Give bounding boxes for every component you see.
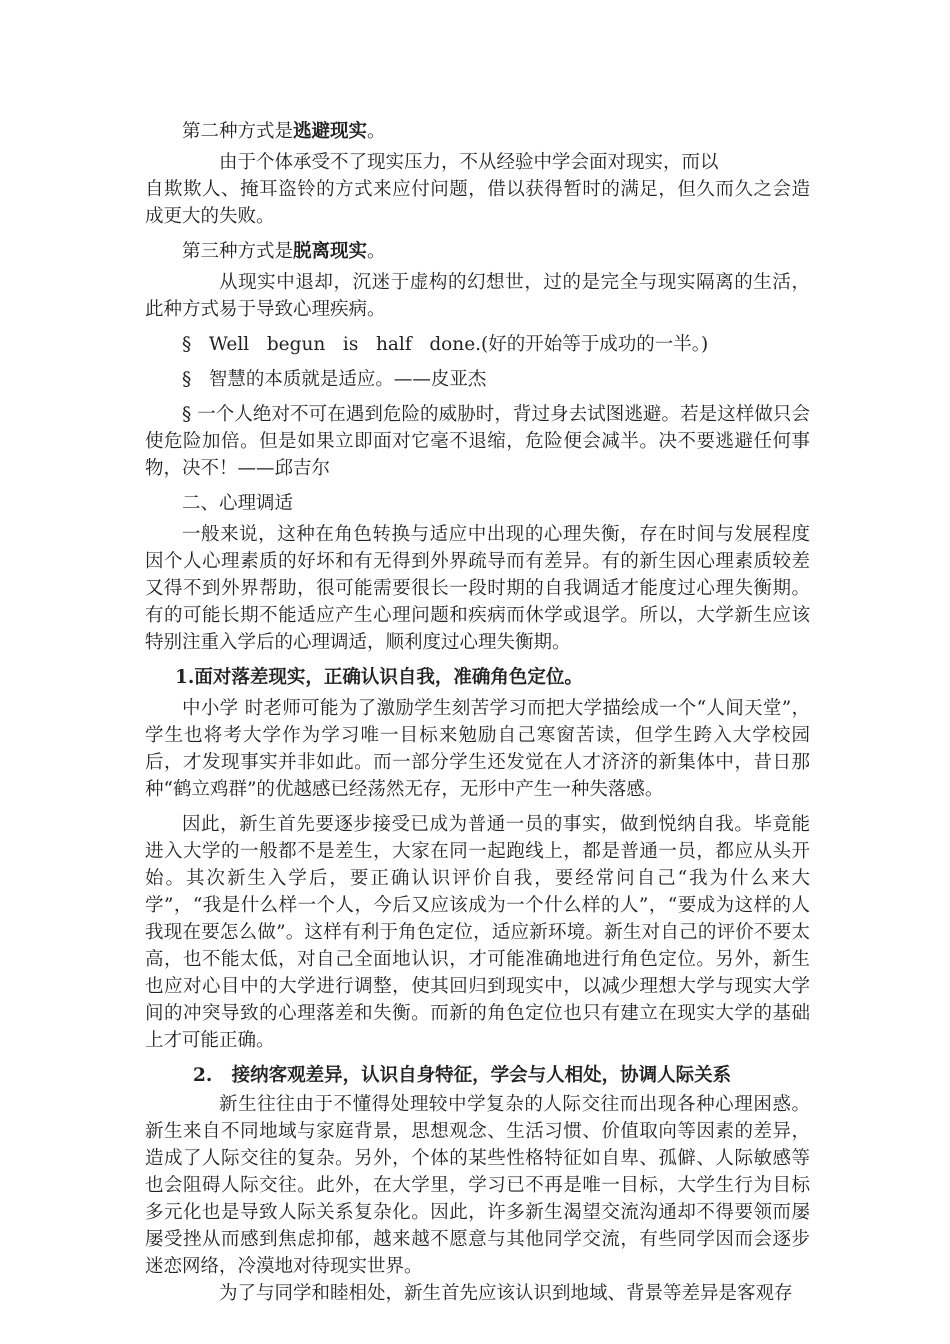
quote-well-begun: § Well begun is half done.(好的开始等于成功的一半。) [182, 334, 709, 355]
paragraph-interpersonal: 新生往往由于不懂得处理较中学复杂的人际交往而出现各种心理困惑。新生来自不同地域与家庭背景，思想观念、生活习惯、价值取向等因素的差异，造成了人际交往的复杂。另外，个体的某些性格特征如自卑、孤僻、人际敏感等也会阻碍人际交往。此外，在大学里，学习已不再是唯一目标，大学生行为目标多元化也是导致人际关系复杂化。因此，许多新生渴望交流沟通却不得要领而屡屡受挫从而感到焦虑抑郁，越来越不愿意与其他同学交流，有些同学因而会逐步迷恋网络，冷漠地对待现实世界。 [145, 1094, 810, 1277]
subheading-1: 1.面对落差现实，正确认识自我，准确角色定位。 [175, 667, 583, 688]
text: 第二种方式是 [182, 121, 294, 142]
paragraph-detach-reality-body: 从现实中退却，沉迷于虚构的幻想世，过的是完全与现实隔离的生活，此种方式易于导致心理疾病。 [145, 272, 810, 320]
paragraph-escape-reality-body [145, 149, 810, 230]
bold-term-detach-reality: 脱离现实 [293, 241, 368, 262]
paragraph-harmony: 为了与同学和睦相处，新生首先应该认识到地域、背景等差异是客观存 [219, 1283, 793, 1304]
subheading-2: 2. 接纳客观差异，认识自身特征，学会与人相处，协调人际关系 [193, 1065, 732, 1086]
text: 。 [367, 241, 386, 262]
paragraph-adjustment-intro: 一般来说，这种在角色转换与适应中出现的心理失衡，存在时间与发展程度因个人心理素质的好坏和有无得到外界疏导而有差异。有的新生因心理素质较差又得不到外界帮助，很可能需要很长一段时期的自我调适才能度过心理失衡期。有的可能长期不能适应产生心理问题和疾病而休学或退学。所以，大学新生应该特别注重入学后的心理调适，顺利度过心理失衡期。 [145, 524, 810, 653]
paragraph-expectation-gap: 中小学 时老师可能为了激励学生刻苦学习而把大学描绘成一个“人间天堂”，学生也将考大学作为学习唯一目标来勉励自己寒窗苦读，但学生跨入大学校园后，才发现事实并非如此。而一部分学生还发觉在人才济济的新集体中，昔日那种“鹤立鸡群”的优越感已经荡然无存，无形中产生一种失落感。 [145, 698, 810, 800]
bold-term-escape-reality: 逃避现实 [293, 121, 368, 142]
paragraph-detach-reality-title [145, 238, 810, 265]
text: 第三种方式是 [182, 241, 294, 262]
quote-piaget: § 智慧的本质就是适应。——皮亚杰 [182, 369, 487, 390]
section-heading-psychological-adjustment: 二、心理调适 [182, 493, 294, 514]
paragraph-escape-reality-title [145, 118, 810, 145]
paragraph-first-line: 由于个体承受不了现实压力，不从经验中学会面对现实，而以 [219, 152, 719, 173]
quote-churchill: § 一个人绝对不可在遇到危险的威胁时，背过身去试图逃避。若是这样做只会使危险加倍。但是如果立即面对它毫不退缩，危险便会减半。决不要逃避任何事物，决不！——邱吉尔 [145, 404, 810, 479]
text: 。 [367, 121, 386, 142]
paragraph-role-positioning: 因此，新生首先要逐步接受已成为普通一员的事实，做到悦纳自我。毕竟能进入大学的一般都不是差生，大家在同一起跑线上，都是普通一员，都应从头开始。其次新生入学后，要正确认识评价自我，要经常问自己“我为什么来大学”，“我是什么样一个人，今后又应该成为一个什么样的人”，“要成为这样的人我现在要怎么做”。这样有利于角色定位，适应新环境。新生对自己的评价不要太高，也不能太低，对自己全面地认识，才可能准确地进行角色定位。另外，新生也应对心目中的大学进行调整，使其回归到现实中，以减少理想大学与现实大学间的冲突导致的心理落差和失衡。而新的角色定位也只有建立在现实大学的基础上才可能正确。 [145, 814, 810, 1051]
document-body [145, 118, 810, 1307]
paragraph-rest: 自欺欺人、掩耳盗铃的方式来应付问题，借以获得暂时的满足，但久而久之会造成更大的失败。 [145, 179, 810, 227]
